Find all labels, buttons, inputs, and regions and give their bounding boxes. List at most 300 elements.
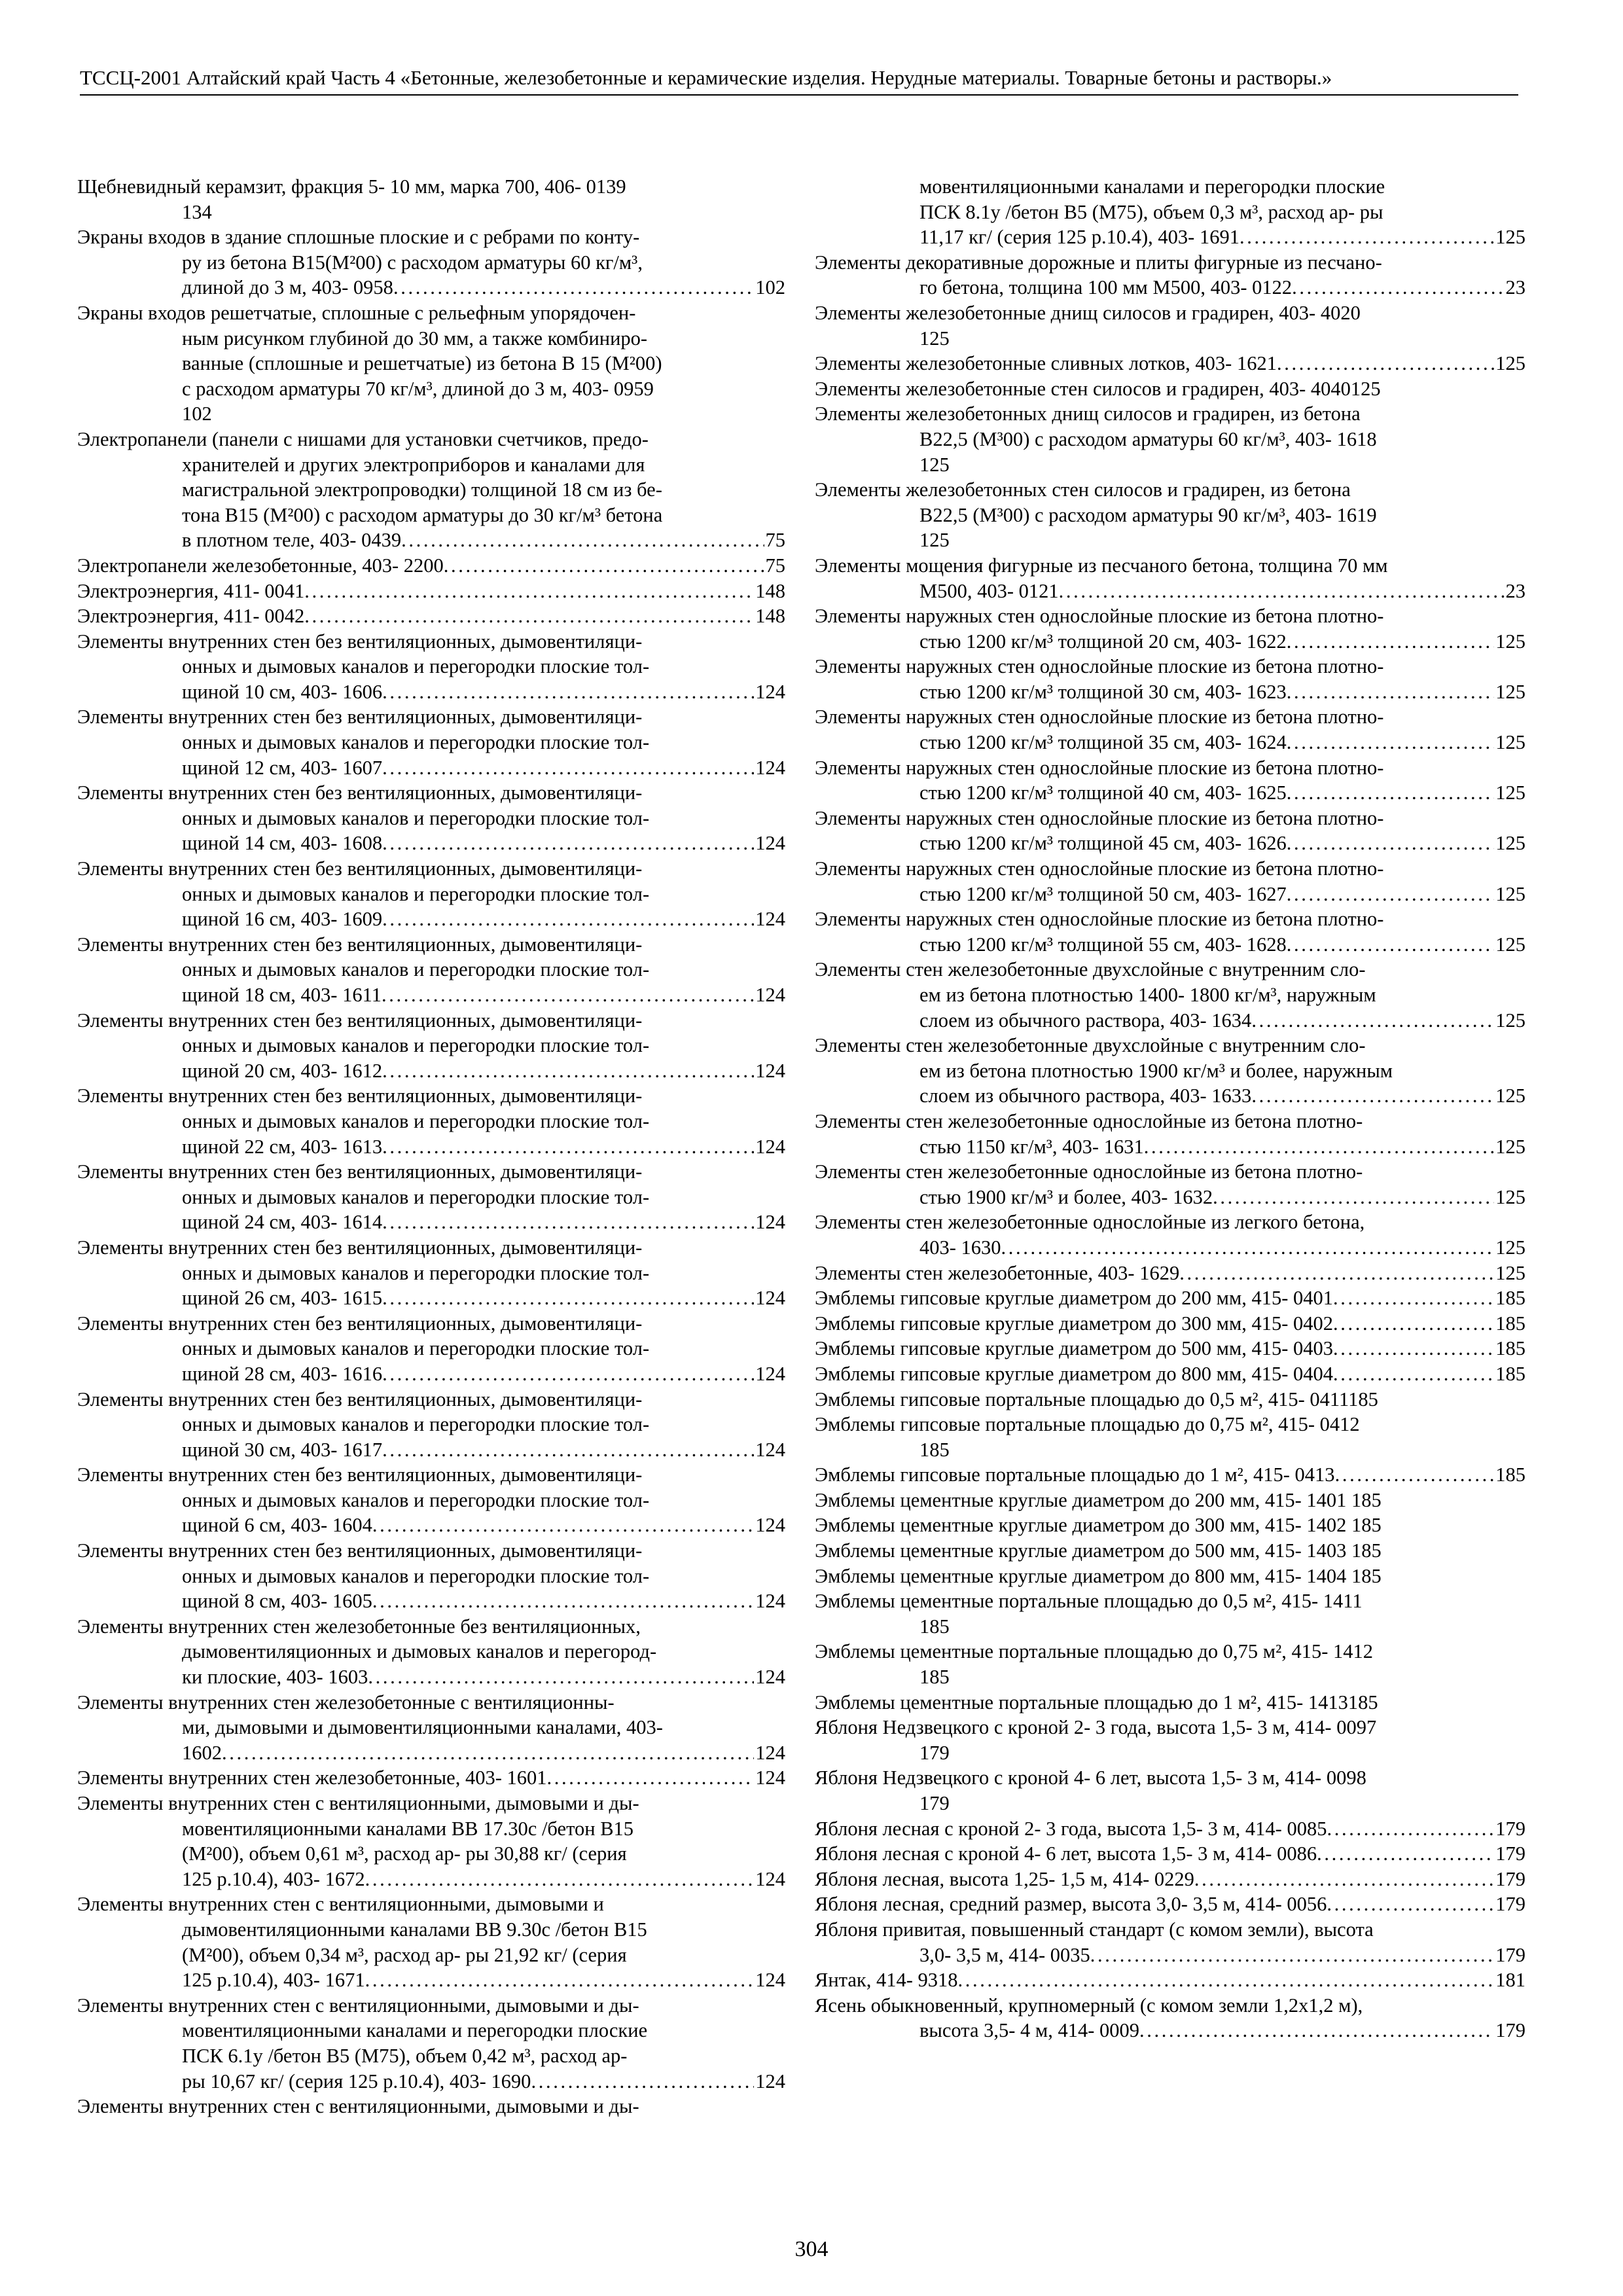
dot-leader [1287, 932, 1494, 958]
entry-text-line: ры 10,67 кг/ (серия 125 р.10.4), 403- 1690 [182, 2070, 531, 2092]
index-entry [77, 1614, 785, 1690]
index-entry [815, 1311, 1525, 1336]
index-entry [815, 1715, 1525, 1765]
index-entry [815, 957, 1525, 1033]
entry-text-line: Элементы наружных стен однослойные плоские из бетона плотно- [815, 605, 1384, 628]
entry-page-ref: 75 [765, 529, 785, 552]
entry-text-line: стью 1150 кг/м³, 403- 1631 [919, 1135, 1144, 1158]
dot-leader [547, 1765, 755, 1791]
entry-text-line: мовентиляционными каналами ВВ 17.30с /бетон В15 [182, 1817, 634, 1840]
entry-text-line: стью 1200 кг/м³ толщиной 45 см, 403- 1626 [919, 832, 1287, 855]
entry-page-ref: 124 [755, 984, 785, 1006]
entry-page-ref: 179 [919, 1792, 950, 1814]
entry-text-line: Эмблемы цементные портальные площадью до 1 м², 415- 1413185 [815, 1691, 1378, 1713]
entry-page-ref: 124 [755, 908, 785, 931]
index-entry [815, 1361, 1525, 1387]
entry-page-ref: 125 [1495, 933, 1525, 956]
entry-text-line: слоем из обычного раствора, 403- 1633 [919, 1085, 1252, 1107]
entry-page-ref: 102 [182, 403, 212, 425]
entry-page-ref: 125 [1495, 1236, 1525, 1259]
entry-page-ref: 124 [755, 1969, 785, 1992]
entry-text-line: щиной 10 см, 403- 1606 [182, 680, 383, 703]
dot-leader [958, 1967, 1495, 1993]
entry-text-line: Яблоня Недзвецкого с кроной 4- 6 лет, высота 1,5- 3 м, 414- 0098 [815, 1767, 1366, 1789]
entry-text-line: Элементы внутренних стен с вентиляционными, дымовыми и ды- [77, 2095, 639, 2118]
entry-text-line: Элементы железобетонные днищ силосов и градирен, 403- 4020 [815, 301, 1361, 324]
entry-page-ref: 125 [1495, 352, 1525, 375]
entry-text-line: Элементы внутренних стен железобетонные без вентиляционных, [77, 1615, 641, 1638]
entry-text-line: (М²00), объем 0,34 м³, расход ар- ры 21,92 кг/ (серия [182, 1943, 627, 1966]
index-entry [77, 1538, 785, 1614]
dot-leader [382, 1210, 754, 1235]
index-entry [77, 704, 785, 780]
entry-text-line: Элементы железобетонные сливных лотков, 403- 1621 [815, 352, 1277, 375]
entry-text-line: Электроэнергия, 411- 0041 [77, 579, 305, 602]
index-entry [815, 1261, 1525, 1286]
entry-page-ref: 124 [755, 1867, 785, 1890]
entry-page-ref: 179 [1495, 1817, 1525, 1840]
entry-text-line: стью 1200 кг/м³ толщиной 40 см, 403- 1625 [919, 781, 1287, 804]
entry-text-line: Элементы железобетонных стен силосов и градирен, из бетона [815, 478, 1351, 501]
entry-page-ref: 148 [755, 579, 785, 602]
entry-text-line: стью 1200 кг/м³ толщиной 35 см, 403- 1624 [919, 731, 1287, 754]
entry-text-line: онных и дымовых каналов и перегородки плоские тол- [182, 806, 650, 829]
index-entry [815, 1993, 1525, 2043]
index-column-right [815, 174, 1525, 2043]
entry-text-line: Элементы стен железобетонные однослойные из бетона плотно- [815, 1160, 1363, 1183]
entry-text-line: Элементы наружных стен однослойные плоские из бетона плотно- [815, 857, 1384, 880]
dot-leader [401, 528, 764, 553]
entry-text-line: М500, 403- 0121 [919, 579, 1059, 602]
index-entry [77, 2094, 785, 2119]
entry-page-ref: 124 [755, 756, 785, 779]
index-entry [815, 1159, 1525, 1210]
dot-leader [1333, 1285, 1494, 1311]
entry-text-line: Элементы внутренних стен без вентиляционных, дымовентиляци- [77, 857, 643, 880]
entry-page-ref: 124 [755, 1287, 785, 1310]
entry-page-ref: 125 [1495, 882, 1525, 905]
entry-text-line: Яблоня Недзвецкого с кроной 2- 3 года, высота 1,5- 3 м, 414- 0097 [815, 1716, 1377, 1739]
entry-page-ref: 124 [755, 1362, 785, 1385]
entry-text-line: Элементы внутренних стен железобетонные, 403- 1601 [77, 1767, 547, 1789]
dot-leader [1001, 1235, 1495, 1261]
index-entry [815, 1387, 1525, 1412]
entry-page-ref: 148 [755, 605, 785, 628]
index-entry [815, 376, 1525, 402]
entry-text-line: Элементы мощения фигурные из песчаного бетона, толщина 70 мм [815, 554, 1388, 577]
entry-text-line: ванные (сплошные и решетчатые) из бетона В 15 (М²00) [182, 352, 662, 375]
entry-page-ref: 124 [755, 832, 785, 855]
index-entry [77, 1159, 785, 1235]
dot-leader [372, 1513, 754, 1538]
index-entry [77, 856, 785, 932]
dot-leader [1213, 1185, 1494, 1210]
dot-leader [1251, 1008, 1494, 1033]
entry-page-ref: 125 [1495, 1085, 1525, 1107]
index-entry [815, 174, 1525, 250]
dot-leader [1287, 629, 1494, 655]
entry-page-ref: 125 [1495, 731, 1525, 754]
dot-leader [382, 1437, 754, 1463]
dot-leader [368, 1664, 754, 1690]
entry-text-line: В22,5 (М³00) с расходом арматуры 90 кг/м³, 403- 1619 [919, 503, 1377, 526]
entry-text-line: стью 1200 кг/м³ толщиной 20 см, 403- 1622 [919, 630, 1287, 653]
entry-text-line: Элементы внутренних стен без вентиляционных, дымовентиляци- [77, 1085, 643, 1107]
entry-page-ref: 124 [755, 1590, 785, 1613]
entry-text-line: мовентиляционными каналами и перегородки плоские [182, 2019, 648, 2042]
entry-text-line: онных и дымовых каналов и перегородки плоские тол- [182, 1185, 650, 1208]
entry-text-line: Элементы внутренних стен без вентиляционных, дымовентиляци- [77, 1160, 643, 1183]
index-entry [815, 1488, 1525, 1513]
entry-text-line: Элементы внутренних стен без вентиляционных, дымовентиляци- [77, 1312, 643, 1335]
index-entry [815, 250, 1525, 300]
entry-text-line: онных и дымовых каналов и перегородки плоские тол- [182, 1034, 650, 1057]
entry-page-ref: 125 [1495, 832, 1525, 855]
index-entry [815, 1285, 1525, 1311]
entry-text-line: Ясень обыкновенный, крупномерный (с комом земли 1,2х1,2 м), [815, 1994, 1363, 2017]
dot-leader [1335, 1462, 1495, 1488]
index-entry [815, 1690, 1525, 1715]
index-entry [77, 300, 785, 427]
index-entry [77, 174, 785, 224]
dot-leader [1059, 579, 1505, 604]
entry-page-ref: 124 [755, 1438, 785, 1461]
entry-page-ref: 181 [1495, 1969, 1525, 1992]
index-entry [77, 1791, 785, 1892]
entry-text-line: Элементы внутренних стен без вентиляционных, дымовентиляци- [77, 1236, 643, 1259]
entry-page-ref: 179 [919, 1741, 950, 1764]
entry-page-ref: 185 [1495, 1362, 1525, 1385]
index-entry [815, 553, 1525, 603]
entry-page-ref: 124 [755, 1741, 785, 1764]
dot-leader [1144, 1134, 1495, 1160]
entry-text-line: Элементы внутренних стен без вентиляционных, дымовентиляци- [77, 1463, 643, 1486]
entry-page-ref: 179 [1495, 1943, 1525, 1966]
entry-text-line: Элементы стен железобетонные однослойные из бетона плотно- [815, 1109, 1363, 1132]
index-entry [815, 1765, 1525, 1816]
entry-text-line: Электроэнергия, 411- 0042 [77, 605, 305, 628]
entry-page-ref: 125 [919, 327, 950, 350]
entry-text-line: хранителей и других электроприборов и каналами для [182, 453, 645, 476]
dot-leader [382, 679, 754, 705]
entry-text-line: Эмблемы гипсовые круглые диаметром до 200 мм, 415- 0401 [815, 1287, 1334, 1310]
entry-text-line: Элементы внутренних стен с вентиляционными, дымовыми и [77, 1893, 604, 1916]
entry-page-ref: 124 [755, 1767, 785, 1789]
entry-text-line: В22,5 (М³00) с расходом арматуры 60 кг/м³, 403- 1618 [919, 427, 1377, 450]
entry-text-line: онных и дымовых каналов и перегородки плоские тол- [182, 1488, 650, 1511]
dot-leader [382, 831, 754, 856]
index-entry [77, 1311, 785, 1387]
entry-text-line: Элементы наружных стен однослойные плоские из бетона плотно- [815, 806, 1384, 829]
entry-text-line: Яблоня лесная, средний размер, высота 3,0- 3,5 м, 414- 0056 [815, 1893, 1327, 1916]
index-entry [815, 1816, 1525, 1842]
entry-text-line: Экраны входов в здание сплошные плоские и с ребрами по конту- [77, 226, 640, 249]
entry-text-line: Яблоня лесная с кроной 4- 6 лет, высота 1,5- 3 м, 414- 0086 [815, 1842, 1317, 1865]
entry-page-ref: 102 [755, 276, 785, 299]
dot-leader [1327, 1892, 1494, 1917]
entry-text-line: Эмблемы гипсовые круглые диаметром до 500 мм, 415- 0403 [815, 1337, 1334, 1360]
index-entry [815, 1210, 1525, 1260]
entry-text-line: го бетона, толщина 100 мм М500, 403- 0122 [919, 276, 1293, 299]
entry-text-line: Элементы внутренних стен без вентиляционных, дымовентиляци- [77, 630, 643, 653]
entry-text-line: Эмблемы гипсовые портальные площадью до 1 м², 415- 0413 [815, 1463, 1335, 1486]
entry-text-line: онных и дымовых каналов и перегородки плоские тол- [182, 731, 650, 754]
entry-text-line: Элементы внутренних стен без вентиляционных, дымовентиляци- [77, 1539, 643, 1562]
entry-page-ref: 185 [1495, 1312, 1525, 1335]
dot-leader [531, 2069, 754, 2094]
entry-text-line: щиной 24 см, 403- 1614 [182, 1211, 383, 1234]
dot-leader [1287, 679, 1494, 705]
entry-text-line: 125 р.10.4), 403- 1672 [182, 1867, 365, 1890]
dot-leader [1317, 1841, 1494, 1867]
entry-text-line: Элементы стен железобетонные, 403- 1629 [815, 1261, 1180, 1284]
entry-text-line: Элементы внутренних стен железобетонные с вентиляционны- [77, 1691, 615, 1713]
index-entry [815, 351, 1525, 376]
dot-leader [1194, 1867, 1494, 1892]
entry-page-ref: 134 [182, 200, 212, 223]
entry-text-line: онных и дымовых каналов и перегородки плоские тол- [182, 1337, 650, 1360]
entry-text-line: Элементы наружных стен однослойные плоские из бетона плотно- [815, 908, 1384, 931]
entry-text-line: Эмблемы гипсовые круглые диаметром до 300 мм, 415- 0402 [815, 1312, 1334, 1335]
dot-leader [1179, 1261, 1494, 1286]
entry-text-line: магистральной электропроводки) толщиной 18 см из бе- [182, 478, 662, 501]
index-entry [77, 629, 785, 705]
index-entry [77, 932, 785, 1008]
dot-leader [1287, 730, 1494, 755]
entry-page-ref: 185 [919, 1666, 950, 1689]
index-entry [815, 1967, 1525, 1993]
entry-text-line: Яблоня лесная с кроной 2- 3 года, высота 1,5- 3 м, 414- 0085 [815, 1817, 1327, 1840]
index-entry [77, 224, 785, 300]
dot-leader [1333, 1361, 1494, 1387]
entry-text-line: Щебневидный керамзит, фракция 5- 10 мм, марка 700, 406- 0139 [77, 175, 626, 198]
entry-text-line: Эмблемы гипсовые портальные площадью до 0,5 м², 415- 0411185 [815, 1388, 1378, 1410]
entry-text-line: в плотном теле, 403- 0439 [182, 529, 402, 552]
entry-text-line: онных и дымовых каналов и перегородки плоские тол- [182, 1109, 650, 1132]
entry-text-line: Элементы стен железобетонные однослойные из легкого бетона, [815, 1211, 1365, 1234]
dot-leader [1333, 1311, 1494, 1336]
entry-text-line: ру из бетона В15(М²00) с расходом арматуры 60 кг/м³, [182, 251, 643, 274]
entry-text-line: Элементы внутренних стен без вентиляционных, дымовентиляци- [77, 1388, 643, 1410]
entry-text-line: Элементы внутренних стен с вентиляционными, дымовыми и ды- [77, 1994, 639, 2017]
entry-text-line: Экраны входов решетчатые, сплошные с рельефным упорядочен- [77, 301, 636, 324]
entry-text-line: щиной 18 см, 403- 1611 [182, 984, 382, 1006]
dot-leader [382, 1285, 754, 1311]
entry-text-line: Эмблемы цементные круглые диаметром до 500 мм, 415- 1403 185 [815, 1539, 1382, 1562]
entry-text-line: Электропанели железобетонные, 403- 2200 [77, 554, 444, 577]
entry-text-line: Элементы наружных стен однослойные плоские из бетона плотно- [815, 706, 1384, 728]
entry-page-ref: 124 [755, 1514, 785, 1537]
index-entry [77, 427, 785, 553]
entry-page-ref: 23 [1505, 276, 1525, 299]
index-entry [815, 1639, 1525, 1689]
entry-text-line: Элементы декоративные дорожные и плиты фигурные из песчано- [815, 251, 1382, 274]
dot-leader [1287, 882, 1494, 907]
entry-text-line: онных и дымовых каналов и перегородки плоские тол- [182, 958, 650, 981]
entry-text-line: с расходом арматуры 70 кг/м³, длиной до 3 м, 403- 0959 [182, 377, 654, 400]
entry-page-ref: 125 [919, 529, 950, 552]
index-entry [77, 1462, 785, 1538]
dot-leader [1240, 224, 1494, 250]
index-entry [815, 1892, 1525, 1917]
entry-text-line: 403- 1630 [919, 1236, 1001, 1259]
page-number: 304 [794, 2237, 829, 2261]
entry-text-line: 125 р.10.4), 403- 1671 [182, 1969, 365, 1992]
dot-leader [382, 1058, 754, 1084]
index-entry [77, 603, 785, 629]
entry-text-line: Элементы внутренних стен без вентиляционных, дымовентиляци- [77, 781, 643, 804]
entry-page-ref: 185 [919, 1615, 950, 1638]
dot-leader [1333, 1336, 1494, 1361]
entry-text-line: Эмблемы цементные круглые диаметром до 200 мм, 415- 1401 185 [815, 1488, 1382, 1511]
entry-text-line: тона В15 (М²00) с расходом арматуры до 30 кг/м³ бетона [182, 503, 663, 526]
dot-leader [382, 906, 754, 932]
entry-text-line: Эмблемы цементные портальные площадью до 0,5 м², 415- 1411 [815, 1590, 1363, 1613]
entry-text-line: щиной 8 см, 403- 1605 [182, 1590, 372, 1613]
index-entry [77, 579, 785, 604]
index-entry [815, 1462, 1525, 1488]
dot-leader [365, 1967, 755, 1993]
dot-leader [1287, 831, 1494, 856]
index-entry [815, 1538, 1525, 1564]
index-entry [815, 300, 1525, 351]
index-entry [815, 1336, 1525, 1361]
entry-text-line: стью 1200 кг/м³ толщиной 50 см, 403- 1627 [919, 882, 1287, 905]
entry-page-ref: 179 [1495, 1842, 1525, 1865]
index-entry [815, 477, 1525, 553]
entry-text-line: Яблоня привитая, повышенный стандарт (с комом земли), высота [815, 1918, 1374, 1941]
entry-text-line: Элементы железобетонные стен силосов и градирен, 403- 4040125 [815, 377, 1381, 400]
entry-page-ref: 125 [1495, 1135, 1525, 1158]
entry-page-ref: 125 [1495, 226, 1525, 249]
dot-leader [382, 1134, 754, 1160]
entry-text-line: Яблоня лесная, высота 1,25- 1,5 м, 414- 0229 [815, 1867, 1194, 1890]
entry-text-line: стью 1200 кг/м³ толщиной 30 см, 403- 1623 [919, 680, 1287, 703]
entry-page-ref: 75 [765, 554, 785, 577]
dot-leader [382, 1361, 754, 1387]
dot-leader [365, 1867, 755, 1892]
dot-leader [1287, 780, 1494, 806]
entry-text-line: 1602 [182, 1741, 222, 1764]
index-entry [815, 856, 1525, 906]
entry-text-line: Эмблемы гипсовые портальные площадью до 0,75 м², 415- 0412 [815, 1413, 1360, 1436]
index-entry [815, 906, 1525, 957]
entry-page-ref: 124 [755, 1059, 785, 1082]
entry-text-line: (М²00), объем 0,61 м³, расход ар- ры 30,88 кг/ (серия [182, 1842, 627, 1865]
index-entry [77, 1387, 785, 1463]
dot-leader [1139, 2018, 1494, 2043]
index-entry [77, 1083, 785, 1159]
dot-leader [1277, 351, 1494, 376]
entry-page-ref: 185 [1495, 1287, 1525, 1310]
dot-leader [1251, 1083, 1494, 1109]
dot-leader [393, 275, 754, 300]
entry-text-line: ки плоские, 403- 1603 [182, 1666, 368, 1689]
entry-text-line: щиной 16 см, 403- 1609 [182, 908, 383, 931]
entry-text-line: щиной 20 см, 403- 1612 [182, 1059, 383, 1082]
index-entry [815, 806, 1525, 856]
entry-text-line: Элементы наружных стен однослойные плоские из бетона плотно- [815, 655, 1384, 678]
entry-page-ref: 125 [1495, 781, 1525, 804]
index-entry [815, 1412, 1525, 1462]
dot-leader [222, 1740, 754, 1766]
dot-leader [444, 553, 764, 579]
page-header: ТССЦ-2001 Алтайский край Часть 4 «Бетонные, железобетонные и керамические изделия. Нерудные материалы. Товарные бетоны и растворы.» [80, 65, 1518, 96]
index-entry [815, 1513, 1525, 1538]
index-entry [77, 1993, 785, 2094]
dot-leader [372, 1588, 754, 1614]
entry-text-line: длиной до 3 м, 403- 0958 [182, 276, 393, 299]
entry-page-ref: 125 [1495, 1261, 1525, 1284]
index-entry [815, 654, 1525, 704]
entry-text-line: мовентиляционными каналами и перегородки плоские [919, 175, 1385, 198]
entry-page-ref: 185 [1495, 1463, 1525, 1486]
index-entry [815, 1917, 1525, 1967]
entry-text-line: Элементы внутренних стен без вентиляционных, дымовентиляци- [77, 933, 643, 956]
entry-text-line: онных и дымовых каналов и перегородки плоские тол- [182, 882, 650, 905]
dot-leader [1090, 1943, 1495, 1968]
index-entry [815, 755, 1525, 806]
index-column-left [77, 174, 785, 2119]
entry-text-line: онных и дымовых каналов и перегородки плоские тол- [182, 1261, 650, 1284]
entry-text-line: щиной 28 см, 403- 1616 [182, 1362, 383, 1385]
entry-page-ref: 124 [755, 2070, 785, 2092]
entry-page-ref: 185 [919, 1438, 950, 1461]
entry-text-line: дымовентиляционными каналами ВВ 9.30с /бетон В15 [182, 1918, 647, 1941]
entry-text-line: Элементы внутренних стен без вентиляционных, дымовентиляци- [77, 1009, 643, 1031]
index-entry [77, 1008, 785, 1084]
index-entry [815, 1867, 1525, 1892]
entry-text-line: щиной 6 см, 403- 1604 [182, 1514, 372, 1537]
dot-leader [382, 982, 754, 1008]
index-entry [815, 1588, 1525, 1639]
entry-text-line: ным рисунком глубиной до 30 мм, а также комбиниро- [182, 327, 648, 350]
index-entry [815, 401, 1525, 477]
entry-text-line: щиной 14 см, 403- 1608 [182, 832, 383, 855]
entry-text-line: щиной 12 см, 403- 1607 [182, 756, 383, 779]
index-entry [77, 1235, 785, 1311]
entry-text-line: ПСК 6.1у /бетон В5 (М75), объем 0,42 м³, расход ар- [182, 2044, 628, 2067]
dot-leader [1292, 275, 1504, 300]
entry-text-line: щиной 30 см, 403- 1617 [182, 1438, 383, 1461]
entry-text-line: Элементы железобетонных днищ силосов и градирен, из бетона [815, 403, 1361, 425]
entry-text-line: стью 1200 кг/м³ толщиной 55 см, 403- 1628 [919, 933, 1287, 956]
entry-text-line: 3,0- 3,5 м, 414- 0035 [919, 1943, 1090, 1966]
entry-text-line: онных и дымовых каналов и перегородки плоские тол- [182, 1413, 650, 1436]
index-entry [815, 1109, 1525, 1159]
entry-text-line: Элементы стен железобетонные двухслойные с внутренним сло- [815, 1034, 1366, 1057]
entry-text-line: слоем из обычного раствора, 403- 1634 [919, 1009, 1252, 1031]
entry-text-line: ем из бетона плотностью 1900 кг/м³ и более, наружным [919, 1059, 1393, 1082]
entry-page-ref: 179 [1495, 1893, 1525, 1916]
entry-page-ref: 125 [1495, 630, 1525, 653]
entry-text-line: Эмблемы цементные портальные площадью до 0,75 м², 415- 1412 [815, 1640, 1374, 1663]
index-entry [815, 704, 1525, 755]
index-entry [77, 1765, 785, 1791]
entry-text-line: Электропанели (панели с нишами для установки счетчиков, предо- [77, 427, 649, 450]
entry-text-line: щиной 26 см, 403- 1615 [182, 1287, 383, 1310]
entry-text-line: онных и дымовых каналов и перегородки плоские тол- [182, 1564, 650, 1587]
index-entry [815, 1033, 1525, 1109]
index-entry [815, 603, 1525, 654]
entry-text-line: ем из бетона плотностью 1400- 1800 кг/м³, наружным [919, 984, 1376, 1006]
entry-page-ref: 179 [1495, 1867, 1525, 1890]
entry-page-ref: 124 [755, 680, 785, 703]
entry-page-ref: 125 [919, 453, 950, 476]
index-entry [77, 553, 785, 579]
dot-leader [304, 579, 754, 604]
entry-page-ref: 125 [1495, 1009, 1525, 1031]
